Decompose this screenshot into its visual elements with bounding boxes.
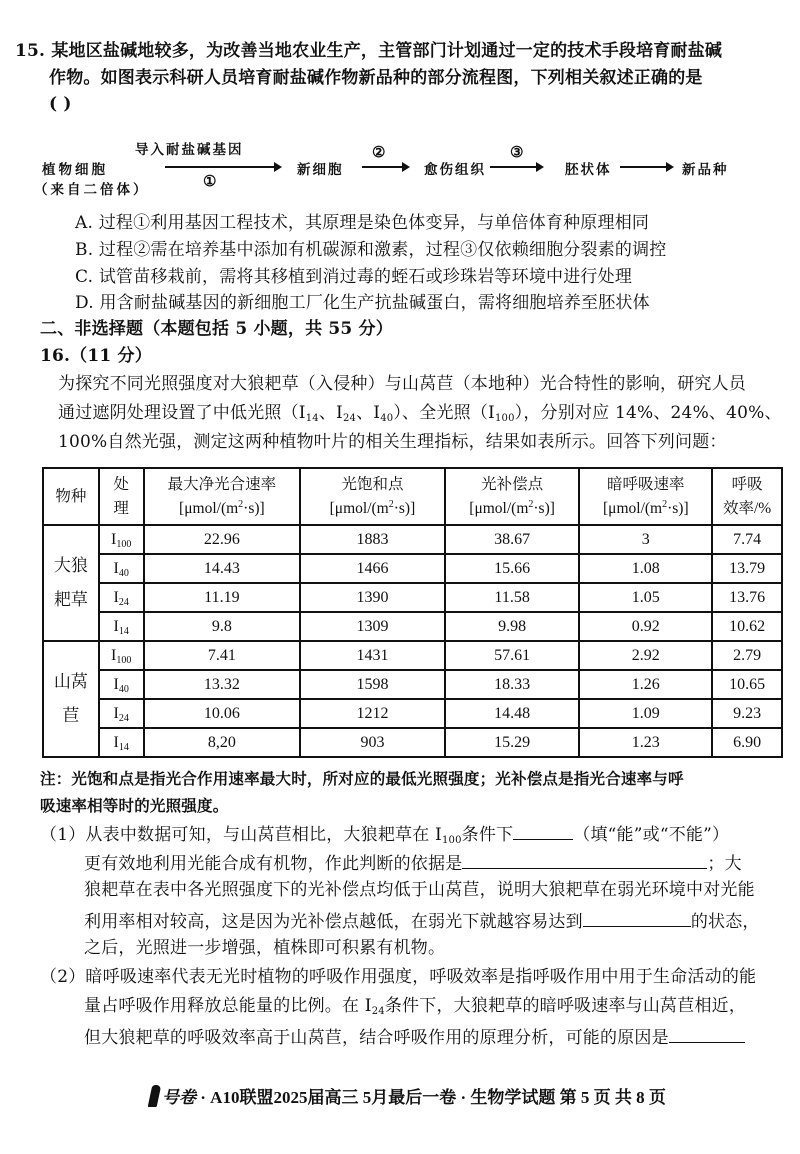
header-treatment: 处 理 xyxy=(99,468,144,525)
flow-step1-label: ① xyxy=(203,172,219,190)
table-header-row xyxy=(43,468,782,525)
q16-sub2-line1 xyxy=(40,966,756,988)
option-letter: B. xyxy=(75,240,94,260)
option-text: 用含耐盐碱基因的新细胞工厂化生产抗盐碱蛋白，需将细胞培养至胚状体 xyxy=(99,293,650,313)
flow-step3-label: ③ xyxy=(510,143,526,161)
pmax-cell: 9.8 xyxy=(144,612,301,641)
dark-cell: 1.26 xyxy=(579,670,712,699)
sat-cell: 1598 xyxy=(300,670,445,699)
brand-logo-icon xyxy=(148,1085,162,1107)
option-letter: A. xyxy=(75,213,94,233)
table-row xyxy=(43,554,782,583)
answer-blank-2[interactable] xyxy=(462,850,707,869)
sat-cell: 1309 xyxy=(300,612,445,641)
sub1-text: （填“能”或“不能”） xyxy=(573,825,730,845)
treatment-cell: $I_{100}$ xyxy=(99,641,144,670)
dark-cell: 2.92 xyxy=(579,641,712,670)
eff-cell: 6.90 xyxy=(712,728,782,757)
page-footer xyxy=(150,1083,666,1108)
treatment-cell: $I_{40}$ xyxy=(99,670,144,699)
q16-intro-line3: 100%自然光强，测定这两种植物叶片的相关生理指标，结果如表所示。回答下列问题： xyxy=(58,432,727,452)
option-letter: D. xyxy=(75,293,94,313)
sub1-text: 从表中数据可知，与山莴苣相比，大狼耙草在 I xyxy=(85,825,442,845)
table-note-line2: 吸速率相等时的光照强度。 xyxy=(40,796,229,815)
flow-step2-label: ② xyxy=(372,143,388,161)
intro-text: ）、全光照（I xyxy=(393,403,495,423)
header-species: 物种 xyxy=(43,468,99,525)
pmax-cell: 10.06 xyxy=(144,699,301,728)
treatment-cell: $I_{100}$ xyxy=(99,525,144,554)
comp-cell: 15.29 xyxy=(445,728,580,757)
q15-option-c[interactable] xyxy=(75,266,632,288)
table-row xyxy=(43,525,782,554)
table-row xyxy=(43,670,782,699)
sub2-text: 但大狼耙草的呼吸效率高于山莴苣，结合呼吸作用的原理分析，可能的原因是 xyxy=(84,1028,669,1048)
sub1-text: 的状态， xyxy=(690,912,760,932)
flow-start-line1: 植物细胞 xyxy=(42,162,108,178)
sub1-text: 条件下 xyxy=(461,825,514,845)
option-text: 过程①利用基因工程技术，其原理是染色体变异，与单倍体育种原理相同 xyxy=(98,213,650,233)
sub1-label: （1） xyxy=(40,825,86,845)
pmax-cell: 8,20 xyxy=(144,728,301,757)
pmax-cell: 13.32 xyxy=(144,670,301,699)
sub2-label: （2） xyxy=(40,967,86,987)
pmax-cell: 11.19 xyxy=(144,583,301,612)
intro-sub: 14 xyxy=(305,413,319,424)
sub2-text: 暗呼吸速率代表无光时植物的呼吸作用强度，呼吸效率是指呼吸作用中用于生命活动的能 xyxy=(85,967,757,987)
sat-cell: 1883 xyxy=(300,525,445,554)
q15-stem-line1 xyxy=(15,40,722,62)
comp-cell: 38.67 xyxy=(445,525,580,554)
header-max-net-photosynthesis: 最大净光合速率 $[\mu mol/(m^2\cdot s)]$ xyxy=(144,468,301,525)
flow-node-callus: 愈伤组织 xyxy=(424,162,486,178)
intro-sub: 24 xyxy=(342,413,357,424)
sub1-text: 更有效地利用光能合成有机物，作此判断的依据是 xyxy=(84,854,463,874)
eff-cell: 13.76 xyxy=(712,583,782,612)
treatment-cell: $I_{40}$ xyxy=(99,554,144,583)
q16-intro-line2 xyxy=(58,402,782,424)
intro-text: ），分别对应 14%、24%、40%、 xyxy=(514,403,782,423)
q15-stem-line2: 作物。如图表示科研人员培育耐盐碱作物新品种的部分流程图，下列相关叙述正确的是 xyxy=(49,68,703,88)
intro-sub: 40 xyxy=(380,413,394,424)
sub1-text: ；大 xyxy=(707,854,742,874)
treatment-cell: $I_{14}$ xyxy=(99,728,144,757)
sub1-subscript: 100 xyxy=(441,835,462,846)
header-light-compensation: 光补偿点 $[\mu mol/(m^2\cdot s)]$ xyxy=(445,468,580,525)
dark-cell: 0.92 xyxy=(579,612,712,641)
table-row xyxy=(43,728,782,757)
header-dark-respiration: 暗呼吸速率 $[\mu mol/(m^2\cdot s)]$ xyxy=(579,468,712,525)
section2-title: 二、非选择题（本题包括 5 小题，共 55 分） xyxy=(40,319,393,339)
q16-intro-line1: 为探究不同光照强度对大狼耙草（入侵种）与山莴苣（本地种）光合特性的影响，研究人员 xyxy=(58,374,746,394)
answer-blank-1[interactable] xyxy=(513,821,573,840)
table-note-line1: 注：光饱和点是指光合作用速率最大时，所对应的最低光照强度；光补偿点是指光合速率与呼 xyxy=(40,769,684,788)
dark-cell: 1.08 xyxy=(579,554,712,583)
header-respiration-efficiency: 呼吸 效率/% xyxy=(712,468,782,525)
comp-cell: 14.48 xyxy=(445,699,580,728)
treatment-cell: $I_{24}$ xyxy=(99,583,144,612)
table-row xyxy=(43,612,782,641)
sat-cell: 1390 xyxy=(300,583,445,612)
eff-cell: 13.79 xyxy=(712,554,782,583)
pmax-cell: 22.96 xyxy=(144,525,301,554)
footer-text: · A10联盟2025届高三 5月最后一卷 · 生物学试题 第 5 页 共 8 页 xyxy=(200,1088,666,1107)
intro-text: 、I xyxy=(318,403,343,423)
flow-arrow-4 xyxy=(620,166,672,168)
q15-option-b[interactable] xyxy=(75,239,667,261)
data-table xyxy=(42,467,783,758)
sat-cell: 1212 xyxy=(300,699,445,728)
intro-text: 、I xyxy=(356,403,381,423)
table-row xyxy=(43,583,782,612)
option-letter: C. xyxy=(75,267,94,287)
sat-cell: 1466 xyxy=(300,554,445,583)
dark-cell: 1.23 xyxy=(579,728,712,757)
q16-sub1-line2 xyxy=(84,850,742,875)
comp-cell: 15.66 xyxy=(445,554,580,583)
eff-cell: 7.74 xyxy=(712,525,782,554)
q15-stem-text-1: 某地区盐碱地较多，为改善当地农业生产，主管部门计划通过一定的技术手段培育耐盐碱 xyxy=(51,41,723,61)
answer-blank-4[interactable] xyxy=(669,1024,745,1043)
brand-logo-text: 号卷 xyxy=(162,1088,196,1108)
q16-sub1-line3: 狼耙草在表中各光照强度下的光补偿点均低于山莴苣，说明大狼耙草在弱光环境中对光能 xyxy=(84,880,755,900)
q15-answer-paren: ( ) xyxy=(49,94,72,114)
option-text: 试管苗移栽前，需将其移植到消过毒的蛭石或珍珠岩等环境中进行处理 xyxy=(98,267,633,287)
sub2-text: 条件下，大狼耙草的暗呼吸速率与山莴苣相近， xyxy=(384,996,747,1016)
sub2-subscript: 24 xyxy=(371,1006,385,1017)
comp-cell: 57.61 xyxy=(445,641,580,670)
sat-cell: 1431 xyxy=(300,641,445,670)
dark-cell: 1.05 xyxy=(579,583,712,612)
intro-sub: 100 xyxy=(494,413,515,424)
table-row xyxy=(43,699,782,728)
intro-text: 通过遮阴处理设置了中低光照（I xyxy=(58,403,306,423)
q16-sub2-line2 xyxy=(84,995,746,1017)
q15-option-a[interactable] xyxy=(75,212,649,234)
flow-node-new-variety: 新品种 xyxy=(682,162,729,178)
comp-cell: 11.58 xyxy=(445,583,580,612)
eff-cell: 2.79 xyxy=(712,641,782,670)
option-text: 过程②需在培养基中添加有机碳源和激素，过程③仅依赖细胞分裂素的调控 xyxy=(98,240,667,260)
dark-cell: 1.09 xyxy=(579,699,712,728)
flow-node-new-cell: 新细胞 xyxy=(297,162,344,178)
pmax-cell: 7.41 xyxy=(144,641,301,670)
treatment-cell: $I_{14}$ xyxy=(99,612,144,641)
q16-sub1-line1 xyxy=(40,821,729,846)
answer-blank-3[interactable] xyxy=(583,908,691,927)
sat-cell: 903 xyxy=(300,728,445,757)
table-row xyxy=(43,641,782,670)
sub1-text: 利用率相对较高，这是因为光补偿点越低，在弱光下就越容易达到 xyxy=(84,912,583,932)
species-cell: 大狼 耙草 xyxy=(43,525,99,641)
comp-cell: 18.33 xyxy=(445,670,580,699)
header-light-saturation: 光饱和点 $[\mu mol/(m^2\cdot s)]$ xyxy=(300,468,445,525)
eff-cell: 9.23 xyxy=(712,699,782,728)
q15-number: 15. xyxy=(15,41,46,61)
flow-step1-top: 导入耐盐碱基因 xyxy=(135,142,244,158)
eff-cell: 10.65 xyxy=(712,670,782,699)
treatment-cell: $I_{24}$ xyxy=(99,699,144,728)
flow-start-line2: （来自二倍体） xyxy=(34,182,150,198)
q16-sub2-line3 xyxy=(84,1024,745,1049)
dark-cell: 3 xyxy=(579,525,712,554)
q16-sub1-line4 xyxy=(84,908,760,933)
flow-arrow-2 xyxy=(362,166,408,168)
comp-cell: 9.98 xyxy=(445,612,580,641)
q16-sub1-line5: 之后，光照进一步增强，植株即可积累有机物。 xyxy=(84,938,446,958)
flow-node-embryoid: 胚状体 xyxy=(565,162,612,178)
species-cell: 山莴 苣 xyxy=(43,641,99,757)
pmax-cell: 14.43 xyxy=(144,554,301,583)
q15-option-d[interactable] xyxy=(75,292,650,314)
eff-cell: 10.62 xyxy=(712,612,782,641)
flow-arrow-3 xyxy=(490,166,542,168)
flow-arrow-1 xyxy=(165,166,280,168)
q16-number: 16.（11 分） xyxy=(40,346,152,366)
sub2-text: 量占呼吸作用释放总能量的比例。在 I xyxy=(84,996,372,1016)
